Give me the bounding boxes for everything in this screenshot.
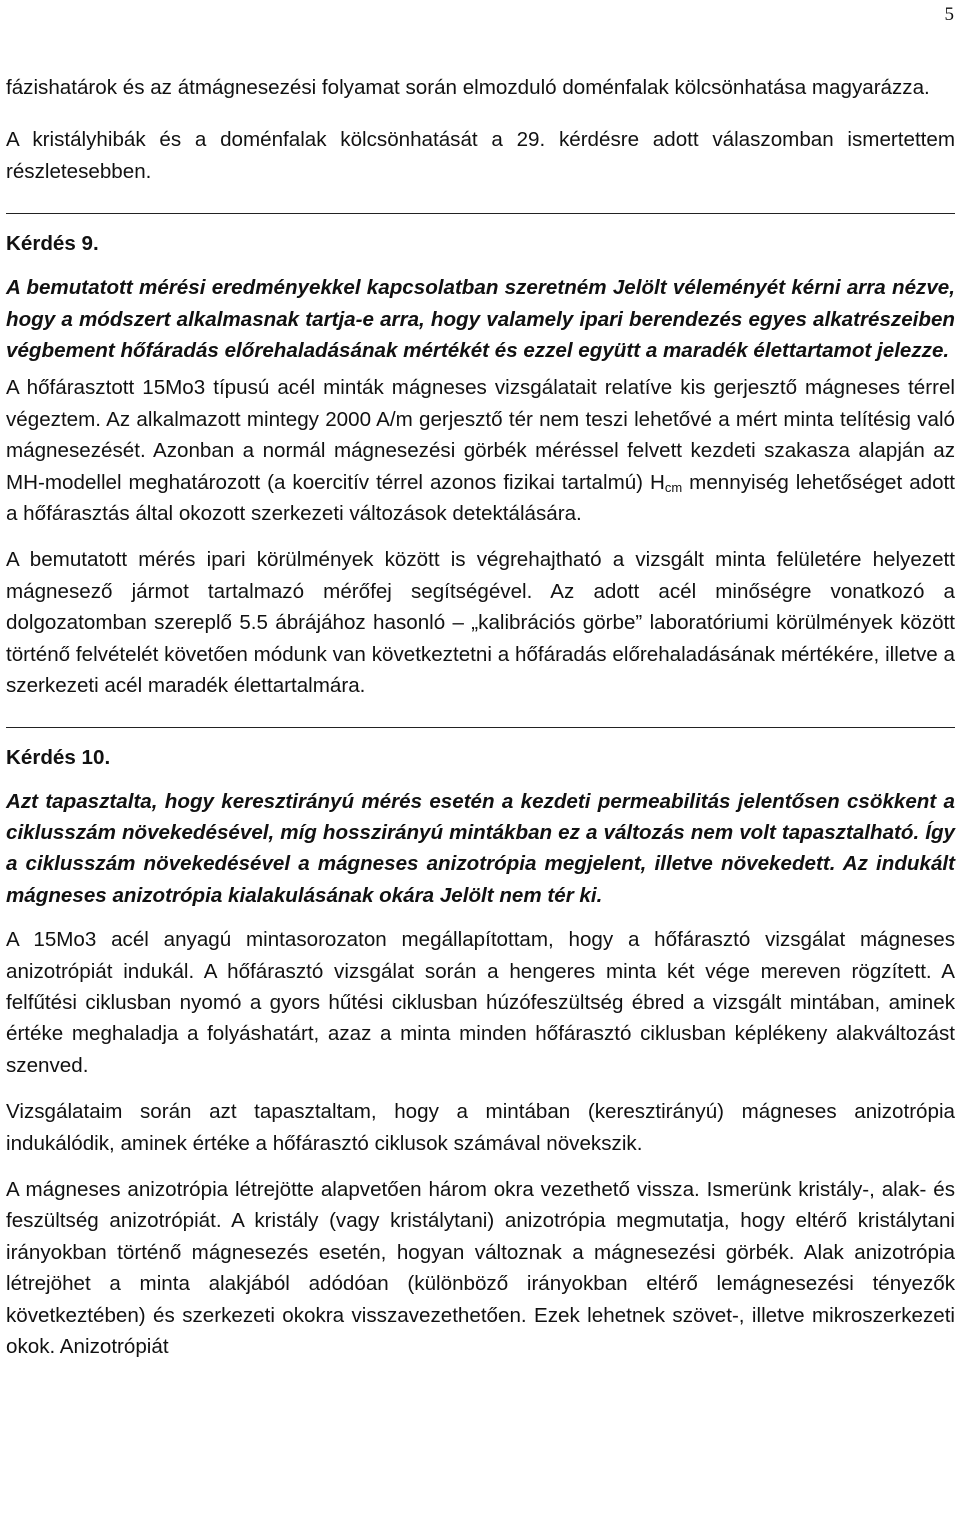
answer-9-text-b: mennyiség lehetőséget adott a hőfárasztás által okozott szerkezeti változások detektálására. [6,470,955,526]
paragraph-top-2: A kristályhibák és a doménfalak kölcsönhatását a 29. kérdésre adott válaszomban ismertettem részletesebben. [6,128,955,183]
question-10-heading: Kérdés 10. [6,745,111,769]
answer-10-paragraph-3: A mágneses anizotrópia létrejötte alapvetően három okra vezethető vissza. Ismerünk kristály-, alak- és feszültség anizotrópiát. A kristály (vagy kristálytani) anizotrópia megmutatja, hogy eltérő kristálytani irányokban történő mágnesezés esetén, hogyan változnak a mágnesezési görbék. Alak anizotrópia létrejöhet a minta alakjából adódóan (különböző irányokban eltérő lemágnesezési tényezők következtében) és szerkezeti okokra visszavezethetően. Ezek lehetnek szövet-, illetve mikroszerkezeti okok. Anizotrópiát [6,1177,955,1358]
question-10-text: Azt tapasztalta, hogy keresztirányú mérés esetén a kezdeti permeabilitás jelentősen csökkent a ciklusszám növekedésével, míg hosszirányú mintákban ez a változás nem volt tapasztalható. Így a ciklusszám növekedésével a mágneses anizotrópia megjelent, illetve növekedett. Az indukált mágneses anizotrópia kialakulásának okára Jelölt nem tér ki. [6,789,955,907]
answer-10-paragraph-1: A 15Mo3 acél anyagú mintasorozaton megállapítottam, hogy a hőfárasztó vizsgálat mágneses anizotrópiát indukál. A hőfárasztó vizsgálat során a hengeres minta két vége mereven rögzített. A felfűtési ciklusban nyomó a gyors hűtési ciklusban húzófeszültség ébred a vizsgált mintában, aminek értéke meghaladja a folyáshatárt, azaz a minta minden hőfárasztó ciklusban képlékeny alakváltozást szenved. [6,928,955,1077]
question-9-text: A bemutatott mérési eredményekkel kapcsolatban szeretném Jelölt véleményét kérni arra nézve, hogy a módszert alkalmasnak tartja-e arra, hogy valamely ipari berendezés egyes alkatrészeiben végbement hőfáradás előrehaladásának mértékét és ezzel együtt a maradék élettartamot jelezze. [6,276,955,363]
answer-9-paragraph-2: A bemutatott mérés ipari körülmények között is végrehajtható a vizsgált minta felületére helyezett mágnesező jármot tartalmazó mérőfej segítségével. Az adott acél minőségre vonatkozó a dolgozatomban szereplő 5.5 ábrájához hasonló – „kalibrációs görbe” laboratóriumi körülmények között történő felvételét követően módunk van következtetni a hőfáradás előrehaladásának mértékére, illetve a szerkezeti acél maradék élettartalmára. [6,548,955,698]
answer-9-paragraph-1 [6,372,955,529]
answer-9-subscript: cm [664,479,683,495]
question-9-heading: Kérdés 9. [6,232,99,256]
answer-9-text-a: A hőfárasztott 15Mo3 típusú acél minták mágneses vizsgálatait relatíve kis gerjesztő mágneses térrel végeztem. Az alkalmazott mintegy 2000 A/m gerjesztő tér nem teszi lehetővé a mért minta telítésig való mágnesezését. Azonban a normál mágnesezési görbék méréssel felvett kezdeti szakasza alapján az MH-modellel meghatározott (a koercitív térrel azonos fizikai tartalmú) H [6,376,955,494]
section-divider [6,213,955,214]
section-divider [6,727,955,728]
paragraph-top-1: fázishatárok és az átmágnesezési folyamat során elmozduló doménfalak kölcsönhatása magyarázza. [6,76,930,99]
document-body [6,72,955,1377]
answer-10-paragraph-2: Vizsgálataim során azt tapasztaltam, hogy a mintában (keresztirányú) mágneses anizotrópia indukálódik, aminek értéke a hőfárasztó ciklusok számával növekszik. [6,1100,955,1155]
page-number: 5 [944,4,954,25]
